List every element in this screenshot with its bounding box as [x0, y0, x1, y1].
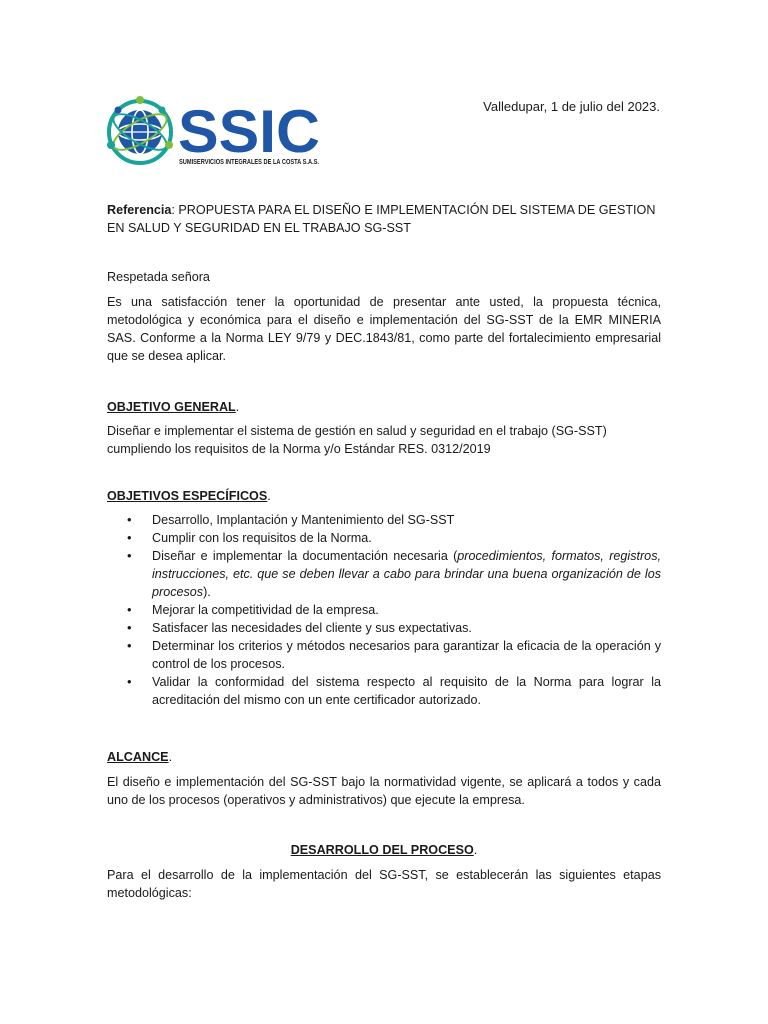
process-heading-line	[107, 841, 661, 859]
doc-item-italic: procedimientos, formatos, registros, instrucciones, etc. que se deben llevar a cabo para brindar una buena organización de los procesos	[152, 549, 661, 599]
heading-period: .	[168, 750, 173, 764]
scope-text: El diseño e implementación del SG-SST bajo la normatividad vigente, se aplicará a todos y cada uno de los procesos (operativos y administrativos) que ejecute la empresa.	[107, 775, 661, 807]
doc-item-prefix: Diseñar e implementar la documentación necesaria (	[152, 549, 458, 563]
list-item: • Satisfacer las necesidades del cliente y sus expectativas.	[107, 619, 661, 637]
specific-objectives-list	[107, 511, 661, 709]
reference-label: Referencia	[107, 203, 172, 217]
list-item	[107, 547, 661, 601]
heading-period: .	[267, 489, 271, 503]
general-objective-text: Diseñar e implementar el sistema de gestión en salud y seguridad en el trabajo (SG-SST) cumpliendo los requisitos de la Norma y/o Estándar RES. 0312/2019	[107, 424, 607, 456]
reference-paragraph	[107, 201, 661, 237]
intro-paragraph: Es una satisfacción tener la oportunidad de presentar ante usted, la propuesta técnica, metodológica y económica para el diseño e implementación del SG-SST de la EMR MINERIA SAS. Conforme a la Norma LEY 9/79 y DEC.1843/81, como parte del fortalecimiento empresarial que se desea aplicar.	[107, 295, 661, 363]
specific-objectives-heading: OBJETIVOS ESPECÍFICOS	[107, 489, 268, 503]
specific-objectives-list-wrap	[107, 511, 661, 709]
list-item: • Determinar los criterios y métodos necesarios para garantizar la eficacia de la operación y control de los procesos.	[107, 637, 661, 673]
letter-date: Valledupar, 1 de julio del 2023.	[483, 99, 660, 114]
list-item: • Mejorar la competitividad de la empresa.	[107, 601, 661, 619]
reference-text: : PROPUESTA PARA EL DISEÑO E IMPLEMENTACIÓN DEL SISTEMA DE GESTION EN SALUD Y SEGURIDAD EN EL TRABAJO SG-SST	[107, 203, 656, 235]
list-item: • Cumplir con los requisitos de la Norma.	[107, 529, 661, 547]
list-item: • Validar la conformidad del sistema respecto al requisito de la Norma para lograr la acreditación del mismo con un ente certificador autorizado.	[107, 673, 661, 709]
general-objective-heading-line	[107, 398, 661, 416]
company-logo	[104, 96, 326, 168]
heading-period: .	[235, 400, 240, 414]
doc-item-suffix: ).	[203, 585, 211, 599]
general-objective-heading: OBJETIVO GENERAL	[107, 400, 236, 414]
scope-heading: ALCANCE	[107, 750, 169, 764]
scope-heading-line	[107, 748, 661, 766]
process-heading: DESARROLLO DEL PROCESO	[290, 843, 474, 857]
specific-objectives-heading-line	[107, 487, 661, 505]
logo-tagline: SUMISERVICIOS INTEGRALES DE LA COSTA S.A.S.	[179, 159, 320, 166]
heading-period: .	[473, 843, 478, 857]
list-item: • Desarrollo, Implantación y Mantenimiento del SG-SST	[107, 511, 661, 529]
greeting: Respetada señora	[107, 270, 210, 284]
process-text: Para el desarrollo de la implementación del SG-SST, se establecerán las siguientes etapas metodológicas:	[107, 868, 661, 900]
logo-brand-text: SSIC	[178, 98, 320, 165]
globe-logo-icon	[104, 96, 326, 168]
